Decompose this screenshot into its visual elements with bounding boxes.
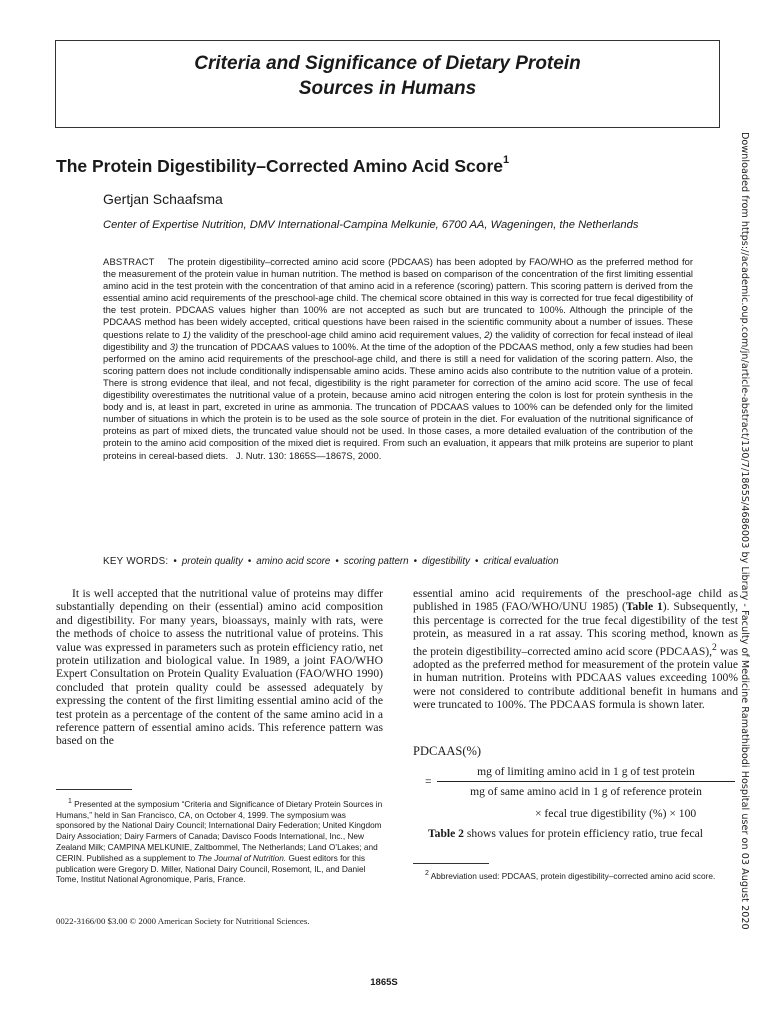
- abstract-text-2: the validity of the preschool-age child amino acid requirement values,: [193, 328, 482, 340]
- formula-denominator: mg of same amino acid in 1 g of reference protein: [470, 785, 702, 798]
- page-number: 1865S: [370, 977, 398, 988]
- table-1-reference: Table 1: [625, 600, 663, 614]
- bullet-icon: •: [247, 556, 252, 567]
- bullet-icon: •: [173, 556, 177, 567]
- abstract-text-3: the validity of correction for fecal instead of ileal digestibility and: [103, 328, 693, 352]
- formula-multiplier: × fecal true digestibility (%) × 100: [535, 807, 697, 820]
- symposium-title: [56, 51, 719, 101]
- body-text-3: was adopted as the preferred method for measurement of the protein value in human nutrition. Proteins with PDCAAS values exceeding 100% were not considered to contribute additional benefit in humans and were truncated to 100%. The PDCAAS formula is shown later.: [413, 644, 738, 712]
- abstract-enum-1: 1): [182, 328, 191, 340]
- table-2-reference: Table 2: [428, 827, 464, 840]
- footnote-2-mark: 2: [425, 870, 429, 877]
- formula-equals: =: [425, 775, 432, 788]
- symposium-header-box: [55, 40, 720, 128]
- table-2-sentence: [428, 827, 703, 840]
- footnote-2: [413, 869, 738, 882]
- body-right-column: [413, 587, 738, 712]
- footnote-1-body: [56, 797, 383, 885]
- symposium-title-line-2: Sources in Humans: [298, 78, 477, 99]
- bullet-icon: •: [474, 556, 479, 567]
- abstract-label: ABSTRACT: [103, 256, 155, 267]
- keyword: scoring pattern: [343, 556, 409, 567]
- abstract: [103, 256, 693, 462]
- footnote-1: [56, 797, 383, 885]
- footnote-2-text: Abbreviation used: PDCAAS, protein digestibility–corrected amino acid score.: [430, 870, 716, 881]
- keyword: protein quality: [181, 556, 243, 567]
- abstract-enum-2: 2): [484, 328, 493, 340]
- footnote-1-text-2: Guest editors for this publication were Gregory D. Miller, National Dairy Council, Rosemont, IL, and Daniel Tome, Institut National Agronomique, Paris, France.: [56, 852, 366, 885]
- footnote-2-body: [413, 869, 738, 882]
- abstract-text-4: the truncation of PDCAAS values to 100%. At the time of the adoption of the PDCAAS method, only a few studies had been performed on the amino acid requirements of the preschool-age child, and there is still a need for validation of the scoring pattern. Also, the scoring pattern does not include conditionally indispensable amino acids. These amino acids also contribute to the nutrition value of a protein. There is strong evidence that ileal, and not fecal, digestibility is the right parameter for correction of the amino acid score. The use of fecal digestibility overestimates the nutritional value of a protein, because amino acid nitrogen entering the colon is lost for protein synthesis in the body and is, at least in part, excreted in urine as ammonia. The truncation of PDCAAS values to 100% can be defended only for the limited number of situations in which the protein is to be used as the sole source of protein in the diet. For evaluation of the nutritional significance of proteins as part of mixed diets, the truncated value should not be used. In those cases, a more detailed evaluation of the contribution of the protein to the amino acid composition of the mixed diet is required. From such an evaluation, it appears that milk proteins are superior to plant proteins in cereal-based diets.: [103, 340, 694, 461]
- footnote-1-journal: The Journal of Nutrition.: [197, 852, 287, 863]
- body-paragraph-continued: [413, 587, 738, 712]
- formula-label: PDCAAS(%): [413, 744, 482, 758]
- abstract-enum-3: 3): [169, 340, 179, 352]
- title-footnote-mark: 1: [503, 154, 510, 167]
- symposium-title-line-1: Criteria and Significance of Dietary Protein: [194, 53, 581, 74]
- article-title: [56, 156, 509, 177]
- author-name: Gertjan Schaafsma: [103, 191, 223, 207]
- key-words: [103, 556, 703, 567]
- download-note-margin: [736, 132, 754, 930]
- body-left-column: [56, 587, 383, 748]
- download-note: Downloaded from https://academic.oup.com/jn/article-abstract/130/7/1865S/4686003 by Library - Faculty of Medicine Ramathibodi Hospital user on 03 August 2020: [739, 132, 750, 930]
- author-affiliation: Center of Expertise Nutrition, DMV International-Campina Melkunie, 6700 AA, Wageningen, the Netherlands: [103, 219, 639, 231]
- formula-fraction: [437, 765, 735, 798]
- key-words-label: KEY WORDS:: [103, 556, 169, 567]
- copyright-line: 0022-3166/00 $3.00 © 2000 American Society for Nutritional Sciences.: [56, 916, 310, 926]
- footnote-divider: [413, 863, 489, 864]
- formula-numerator: mg of limiting amino acid in 1 g of test protein: [437, 765, 735, 782]
- article-title-text: The Protein Digestibility–Corrected Amino Acid Score: [56, 156, 503, 176]
- keyword: digestibility: [422, 556, 470, 567]
- body-text-1: essential amino acid requirements of the preschool-age child as published in 1985 (FAO/WHO/UNU 1985) (: [413, 587, 738, 614]
- bullet-icon: •: [335, 556, 339, 567]
- body-text-2: ). Subsequently, this percentage is corrected for the true fecal digestibility of the test protein, as measured in a rat assay. This scoring method, known as the protein digestibility–corrected amino acid score (PDCAAS),: [413, 600, 738, 658]
- abbreviation-footnote-mark: 2: [712, 641, 717, 653]
- abstract-citation: J. Nutr. 130: 1865S—1867S, 2000.: [235, 449, 382, 461]
- keyword: critical evaluation: [483, 556, 559, 567]
- bullet-icon: •: [413, 556, 418, 567]
- keyword: amino acid score: [256, 556, 331, 567]
- abstract-text-1: The protein digestibility–corrected amino acid score (PDCAAS) has been adopted by FAO/WHO as the preferred method for the measurement of the protein value in human nutrition. The method is based on comparison of the concentration of the first limiting essential amino acid in the test protein with the concentration of that amino acid in a reference (scoring) pattern. This scoring pattern is derived from the essential amino acid requirements of the preschool-age child. The chemical score obtained in this way is corrected for true fecal digestibility of the test protein. PDCAAS values higher than 100% are not accepted as such but are truncated to 100%. Although the principle of the PDCAAS method has been widely accepted, critical questions have been raised in the scientific community about a number of issues. These questions relate to: [103, 256, 694, 340]
- body-paragraph-intro: It is well accepted that the nutritional value of proteins may differ substantially depending on their (essential) amino acid composition and digestibility. For many years, bioassays, mainly with rats, were the methods of choice to assess the nutritional value of proteins. This value was expressed in parameters such as protein efficiency ratio, net protein utilization and biological value. In 1989, a joint FAO/WHO Expert Consultation on Protein Quality Evaluation (FAO/WHO 1990) concluded that protein quality could be assessed adequately by expressing the content of the first limiting essential amino acid of the test protein as a percentage of the content of the same amino acid in a reference pattern of essential amino acids. This reference pattern was based on the: [56, 587, 383, 748]
- table-2-text: shows values for protein efficiency ratio, true fecal: [463, 827, 703, 840]
- footnote-divider: [56, 789, 132, 790]
- footnote-1-text: Presented at the symposium “Criteria and Significance of Dietary Protein Sources in Humans,” held in San Francisco, CA, on October 4, 1999. The symposium was sponsored by the National Dairy Council; International Dairy Federation; United Kingdom Dairy Association; Dairy Farmers of Canada; Davisco Foods International, Inc., New Zealand Milk; CAMPINA MELKUNIE, Zaltbommel, The Netherlands; Land O’Lakes; and CERIN. Published as a supplement to: [56, 798, 383, 863]
- footnote-1-mark: 1: [68, 798, 72, 805]
